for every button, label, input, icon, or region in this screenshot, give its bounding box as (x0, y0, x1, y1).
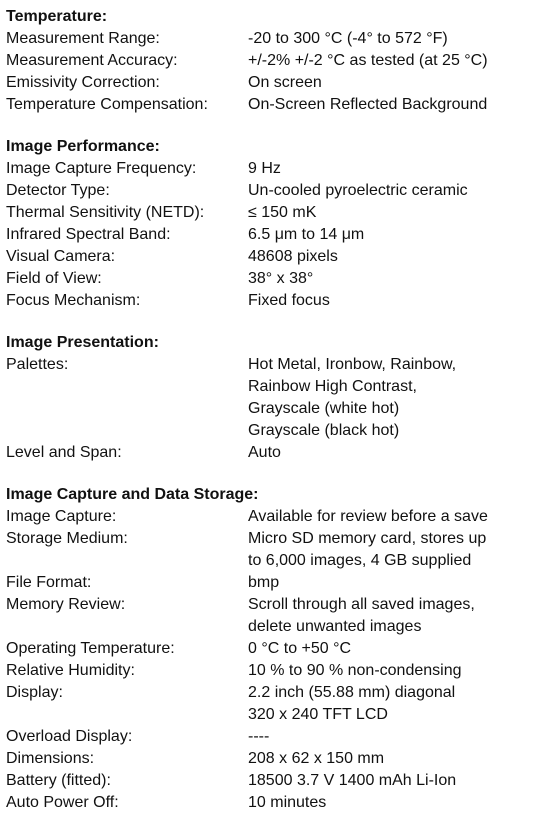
section-title: Image Presentation: (6, 334, 159, 351)
spec-value (248, 638, 351, 660)
spec-label: Image Capture: (6, 508, 117, 525)
spec-value (248, 246, 338, 268)
spec-value (248, 94, 487, 116)
spec-label: Memory Review: (6, 596, 126, 613)
spec-row-measurement-accuracy (6, 50, 533, 72)
spec-label: Battery (fitted): (6, 772, 111, 789)
spec-value (248, 748, 384, 770)
spec-value-line: ---- (248, 728, 270, 745)
spec-label: Overload Display: (6, 728, 133, 745)
spec-value-line: Rainbow High Contrast, (248, 378, 417, 395)
spec-label: Temperature Compensation: (6, 96, 208, 113)
spec-label: Dimensions: (6, 750, 95, 767)
spec-row-dimensions (6, 748, 533, 770)
spec-row-infrared-spectral-band (6, 224, 533, 246)
spec-row-auto-power-off (6, 792, 533, 814)
spec-value (248, 28, 448, 50)
spec-row-level-and-span (6, 442, 533, 464)
spec-value (248, 290, 330, 312)
spec-row-relative-humidity (6, 660, 533, 682)
section-image-capture-and-data-storage (6, 484, 533, 814)
spec-row-emissivity-correction (6, 72, 533, 94)
spec-row-image-capture-frequency (6, 158, 533, 180)
spec-value-line: +/-2% +/-2 °C as tested (at 25 °C) (248, 52, 488, 69)
spec-row-thermal-sensitivity (6, 202, 533, 224)
spec-value (248, 354, 456, 442)
spec-value (248, 224, 364, 246)
spec-value-line: bmp (248, 574, 280, 591)
spec-label: Detector Type: (6, 182, 110, 199)
spec-value (248, 202, 316, 224)
section-title: Temperature: (6, 8, 108, 25)
spec-value (248, 268, 313, 290)
spec-value (248, 506, 488, 528)
spec-row-detector-type (6, 180, 533, 202)
spec-row-visual-camera (6, 246, 533, 268)
spec-value (248, 72, 322, 94)
spec-row-measurement-range (6, 28, 533, 50)
spec-value-line: -20 to 300 °C (-4° to 572 °F) (248, 30, 448, 47)
spec-value-line: 2.2 inch (55.88 mm) diagonal (248, 684, 456, 701)
spec-row-memory-review (6, 594, 533, 638)
spec-value-line: Scroll through all saved images, (248, 596, 475, 613)
spec-value (248, 442, 281, 464)
spec-value (248, 572, 279, 594)
spec-value-line: Auto (248, 444, 281, 461)
spec-row-field-of-view (6, 268, 533, 290)
section-title: Image Performance: (6, 138, 160, 155)
spec-label: Operating Temperature: (6, 640, 175, 657)
spec-label: Measurement Range: (6, 30, 160, 47)
spec-value (248, 158, 281, 180)
spec-label: Infrared Spectral Band: (6, 226, 171, 243)
spec-row-file-format (6, 572, 533, 594)
spec-value-line: Available for review before a save (248, 508, 488, 525)
spec-value-line: 208 x 62 x 150 mm (248, 750, 385, 767)
spec-value-line: 18500 3.7 V 1400 mAh Li-Ion (248, 772, 457, 789)
spec-value (248, 180, 468, 202)
spec-value-line: 38° x 38° (248, 270, 314, 287)
spec-row-image-capture (6, 506, 533, 528)
spec-value-line: ≤ 150 mK (248, 204, 317, 221)
spec-label: Emissivity Correction: (6, 74, 160, 91)
section-temperature (6, 6, 533, 116)
section-title: Image Capture and Data Storage: (6, 486, 259, 503)
spec-label: Auto Power Off: (6, 794, 119, 811)
spec-value-line: 0 °C to +50 °C (248, 640, 352, 657)
spec-value-line: Fixed focus (248, 292, 330, 309)
spec-value-line: 9 Hz (248, 160, 281, 177)
spec-label: Thermal Sensitivity (NETD): (6, 204, 205, 221)
spec-value (248, 50, 488, 72)
spec-value (248, 594, 475, 638)
spec-value-line: 48608 pixels (248, 248, 338, 265)
spec-value (248, 770, 456, 792)
spec-row-focus-mechanism (6, 290, 533, 312)
spec-value-line: Micro SD memory card, stores up (248, 530, 487, 547)
spec-value-line: Grayscale (black hot) (248, 422, 400, 439)
spec-label: Level and Span: (6, 444, 122, 461)
spec-value (248, 792, 326, 814)
spec-value-line: to 6,000 images, 4 GB supplied (248, 552, 472, 569)
spec-label: Image Capture Frequency: (6, 160, 197, 177)
spec-label: Field of View: (6, 270, 102, 287)
spec-value-line: On-Screen Reflected Background (248, 96, 488, 113)
spec-value-line: On screen (248, 74, 322, 91)
spec-row-operating-temperature (6, 638, 533, 660)
section-image-presentation (6, 332, 533, 464)
spec-label: Palettes: (6, 356, 69, 373)
section-image-performance (6, 136, 533, 312)
spec-value-line: delete unwanted images (248, 618, 422, 635)
spec-row-temperature-compensation (6, 94, 533, 116)
spec-label: File Format: (6, 574, 92, 591)
spec-value (248, 660, 461, 682)
spec-row-overload-display (6, 726, 533, 748)
spec-value-line: Un-cooled pyroelectric ceramic (248, 182, 468, 199)
spec-value (248, 682, 455, 726)
spec-value-line: 10 % to 90 % non-condensing (248, 662, 462, 679)
spec-label: Storage Medium: (6, 530, 128, 547)
spec-value-line: Hot Metal, Ironbow, Rainbow, (248, 356, 457, 373)
spec-row-palettes (6, 354, 533, 442)
spec-label: Measurement Accuracy: (6, 52, 178, 69)
spec-label: Focus Mechanism: (6, 292, 141, 309)
spec-value-line: Grayscale (white hot) (248, 400, 400, 417)
spec-row-storage-medium (6, 528, 533, 572)
spec-value (248, 726, 269, 748)
spec-value-line: 10 minutes (248, 794, 327, 811)
spec-label: Visual Camera: (6, 248, 116, 265)
spec-label: Display: (6, 684, 63, 701)
spec-value-line: 320 x 240 TFT LCD (248, 706, 388, 723)
spec-value (248, 528, 486, 572)
spec-label: Relative Humidity: (6, 662, 135, 679)
spec-value-line: 6.5 μm to 14 μm (248, 226, 365, 243)
spec-row-display (6, 682, 533, 726)
spec-row-battery (6, 770, 533, 792)
